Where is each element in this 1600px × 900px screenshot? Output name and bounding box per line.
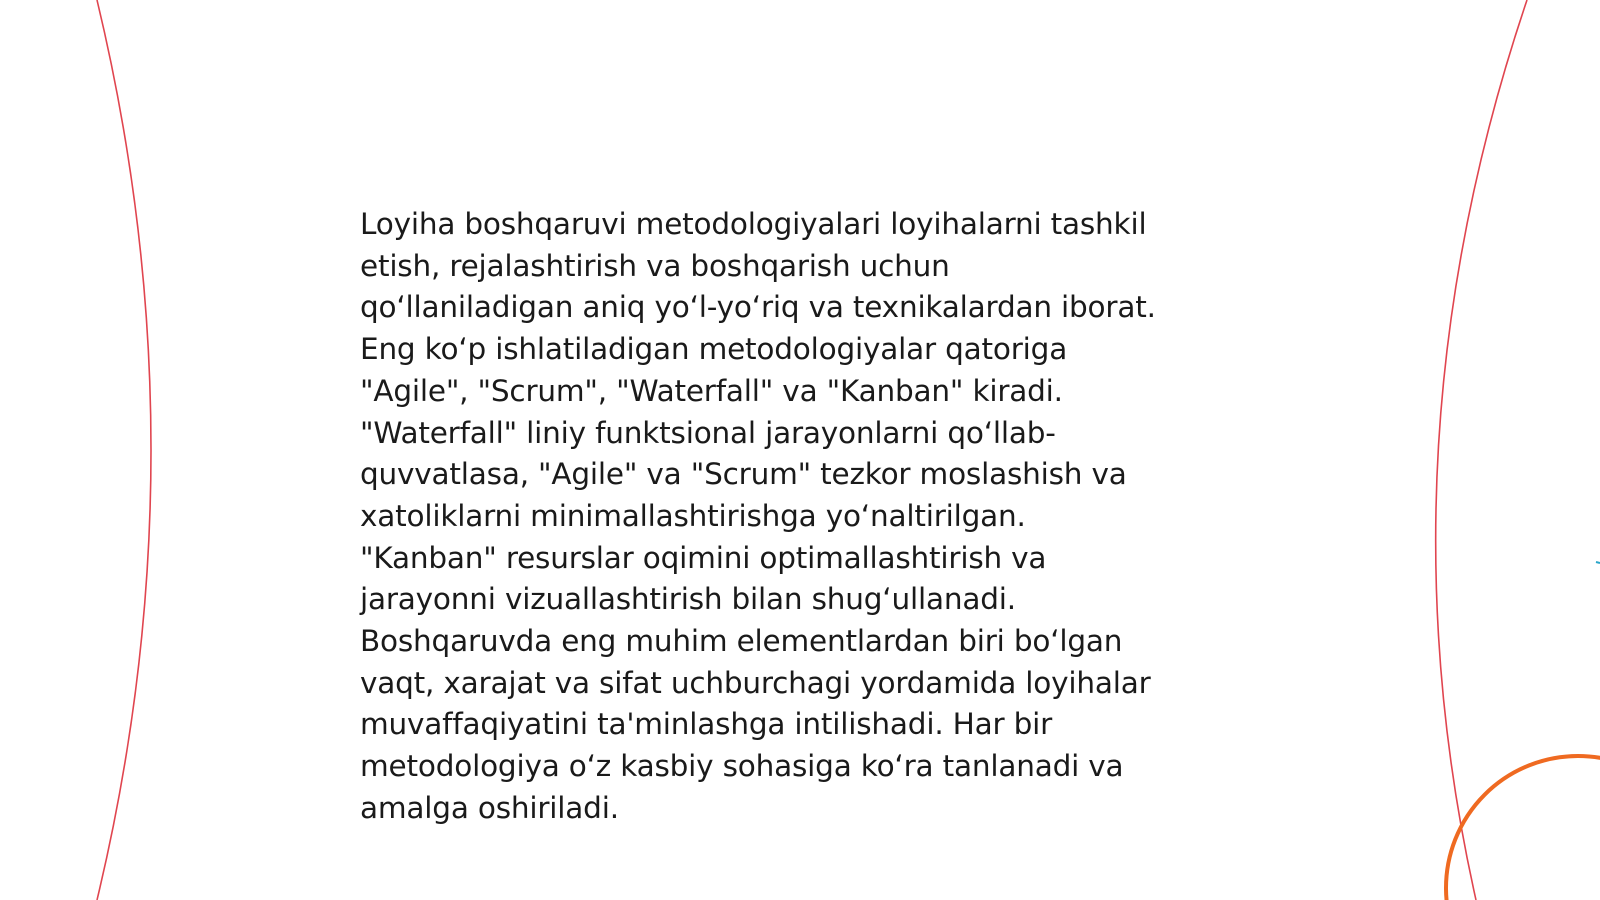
text-line: etish, rejalashtirish va boshqarish uchun bbox=[360, 248, 950, 283]
text-line: muvaffaqiyatini ta'minlashga intilishadi. Har bir bbox=[360, 707, 1053, 742]
text-line: "Kanban" resurslar oqimini optimallashtirish va bbox=[360, 540, 1047, 575]
right-arc-decoration bbox=[1436, 0, 1527, 900]
teal-mark-decoration bbox=[1596, 562, 1600, 563]
body-paragraph bbox=[360, 204, 1260, 830]
text-line: qo‘llaniladigan aniq yo‘l-yo‘riq va texnikalardan iborat. bbox=[360, 290, 1156, 325]
text-line: jarayonni vizuallashtirish bilan shug‘ullanadi. bbox=[360, 582, 1016, 617]
orange-ring-decoration bbox=[1446, 756, 1600, 900]
text-line: "Waterfall" liniy funktsional jarayonlarni qo‘llab- bbox=[360, 415, 1056, 450]
text-line: vaqt, xarajat va sifat uchburchagi yordamida loyihalar bbox=[360, 665, 1151, 700]
text-line: metodologiya o‘z kasbiy sohasiga ko‘ra tanlanadi va bbox=[360, 749, 1124, 784]
text-line: amalga oshiriladi. bbox=[360, 790, 619, 825]
text-line: Loyiha boshqaruvi metodologiyalari loyihalarni tashkil bbox=[360, 207, 1147, 241]
text-line: quvvatlasa, "Agile" va "Scrum" tezkor moslashish va bbox=[360, 457, 1127, 492]
text-line: Boshqaruvda eng muhim elementlardan biri bo‘lgan bbox=[360, 624, 1123, 659]
text-line: "Agile", "Scrum", "Waterfall" va "Kanban" kiradi. bbox=[360, 373, 1063, 408]
text-line: xatoliklarni minimallashtirishga yo‘naltirilgan. bbox=[360, 498, 1026, 533]
left-arc-decoration bbox=[97, 0, 151, 900]
text-line: Eng ko‘p ishlatiladigan metodologiyalar qatoriga bbox=[360, 332, 1068, 367]
